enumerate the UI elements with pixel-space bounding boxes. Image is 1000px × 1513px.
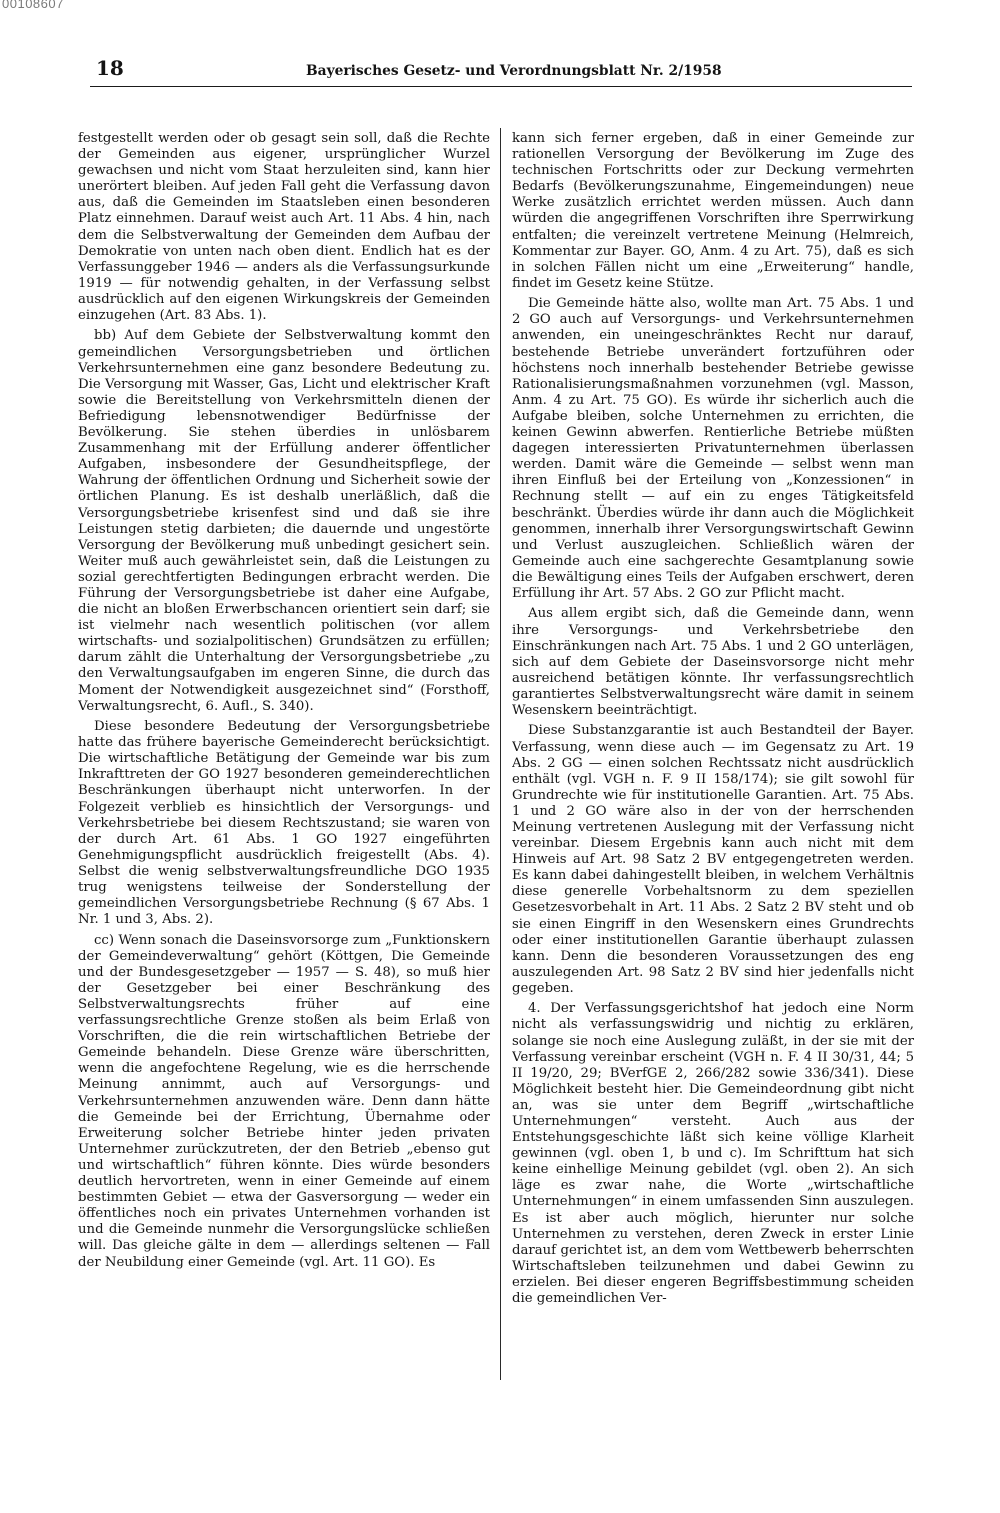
page-header (90, 58, 912, 87)
paragraph: cc) Wenn sonach die Daseinsvorsorge zum „Funktionskern der Gemeindeverwaltung“ gehört (Köttgen, Die Gemeinde und der Bundesgesetzgeber — 1957 — S. 48), so muß hier der Gesetzgeber bei einer Beschränkung des Selbstverwaltungsrechts früher auf eine verfassungsrechtliche Grenze stoßen als beim Erlaß von Vorschriften, die die rein wirtschaftlichen Betriebe der Gemeinde behandeln. Diese Grenze wäre überschritten, wenn die angefochtene Regelung, wie es die herrschende Meinung annimmt, auch auf Versorgungs- und Verkehrsunternehmen anzuwenden wäre. Denn dann hätte die Gemeinde bei der Errichtung, Übernahme oder Erweiterung solcher Betriebe hinter jeden privaten Unternehmer zurückzutreten, der den Betrieb „ebenso gut und wirtschaftlich“ führen könnte. Dies würde besonders deutlich hervortreten, wenn in einer Gemeinde auf einem bestimmten Gebiet — etwa der Gasversorgung — weder ein öffentliches noch ein privates Unternehmen vorhanden ist und die Gemeinde nunmehr die Versorgungslücke schließen will. Das gleiche gälte in dem — allerdings seltenen — Fall der Neubildung einer Gemeinde (vgl. Art. 11 GO). Es (78, 932, 490, 1270)
paragraph: Diese besondere Bedeutung der Versorgungsbetriebe hatte das frühere bayerische Gemeinderecht berücksichtigt. Die wirtschaftliche Betätigung der Gemeinde war bis zum Inkrafttreten der GO 1927 besonderen gemeinderechtlichen Beschränkungen überhaupt nicht unterworfen. In der Folgezeit verblieb es hinsichtlich der Versorgungs- und Verkehrsbetriebe bei diesem Rechtszustand; sie waren von der durch Art. 61 Abs. 1 GO 1927 eingeführten Genehmigungspflicht ausdrücklich freigestellt (Abs. 4). Selbst die wenig selbstverwaltungsfreundliche DGO 1935 trug wenigstens teilweise der Sonderstellung der gemeindlichen Versorgungsbetriebe Rechnung (§ 67 Abs. 1 Nr. 1 und 3, Abs. 2). (78, 719, 490, 928)
paragraph: 4. Der Verfassungsgerichtshof hat jedoch eine Norm nicht als verfassungswidrig und nichtig zu erklären, solange sie noch eine Auslegung zuläßt, in der sie mit der Verfassung vereinbar erscheint (VGH n. F. 4 II 30/31, 44; 5 II 19/20, 29; BVerfGE 2, 266/282 sowie 336/341). Diese Möglichkeit besteht hier. Die Gemeindeordnung gibt nicht an, was sie unter dem Begriff „wirtschaftliche Unternehmungen“ versteht. Auch aus der Entstehungsgeschichte läßt sich keine völlige Klarheit gewinnen (vgl. oben 1, b und c). Im Schrifttum hat sich keine einhellige Meinung gebildet (vgl. oben 2). An sich läge es zwar nahe, die Worte „wirtschaftliche Unternehmungen“ in einem umfassenden Sinn auszulegen. Es ist aber auch möglich, hierunter nur solche Unternehmen zu verstehen, deren Zweck in erster Linie darauf gerichtet ist, an dem vom Wettbewerb beherrschten Wirtschaftsleben teilzunehmen und dabei Gewinn zu erzielen. Bei dieser engeren Begriffsbestimmung scheiden die gemeindlichen Ver- (512, 1001, 914, 1307)
left-column (78, 131, 490, 1381)
paragraph: Aus allem ergibt sich, daß die Gemeinde dann, wenn ihre Versorgungs- und Verkehrsbetriebe den Einschränkungen nach Art. 75 Abs. 1 und 2 GO unterlägen, sich auf dem Gebiete der Daseinsvorsorge nicht mehr ausreichend betätigen könnte. Ihr verfassungsrechtlich garantiertes Selbstverwaltungsrecht wäre damit in seinem Wesenskern beeinträchtigt. (512, 606, 914, 718)
paragraph: Diese Substanzgarantie ist auch Bestandteil der Bayer. Verfassung, wenn diese auch — im Gegensatz zu Art. 19 Abs. 2 GG — einen solchen Rechtssatz nicht ausdrücklich enthält (vgl. VGH n. F. 9 II 158/174); sie gilt sowohl für Grundrechte wie für institutionelle Garantien. Art. 75 Abs. 1 und 2 GO wäre also in der von der herrschenden Meinung vertretenen Auslegung mit der Verfassung nicht vereinbar. Diesem Ergebnis kann auch nicht mit dem Hinweis auf Art. 98 Satz 2 BV entgegengetreten werden. Es kann dabei dahingestellt bleiben, in welchem Verhältnis diese generelle Vorbehaltsnorm zu dem speziellen Gesetzesvorbehalt in Art. 11 Abs. 2 Satz 2 BV steht und ob sie einen Eingriff in den Wesenskern eines Grundrechts oder einer institutionellen Garantie überhaupt zulassen kann. Denn die besonderen Voraussetzungen des eng auszulegenden Art. 98 Satz 2 BV sind hier jedenfalls nicht gegeben. (512, 723, 914, 996)
scan-id: 00108607 (2, 0, 64, 11)
paragraph: festgestellt werden oder ob gesagt sein soll, daß die Rechte der Gemeinden aus eigener, ursprünglicher Wurzel gewachsen und nicht vom Staat herzuleiten sind, kann hier unerörtert bleiben. Auf jeden Fall geht die Verfassung davon aus, daß die Gemeinden im Staatsleben einen besonderen Platz einnehmen. Darauf weist auch Art. 11 Abs. 4 hin, nach dem die Selbstverwaltung der Gemeinden dem Aufbau der Demokratie von unten nach oben dient. Endlich hat es der Verfassunggeber 1946 — anders als die Verfassungsurkunde 1919 — für notwendig gehalten, in der Verfassung selbst ausdrücklich auf den eigenen Wirkungskreis der Gemeinden einzugehen (Art. 83 Abs. 1). (78, 131, 490, 324)
paragraph: Die Gemeinde hätte also, wollte man Art. 75 Abs. 1 und 2 GO auch auf Versorgungs- und Verkehrsunternehmen anwenden, ein uneingeschränktes Recht nur darauf, bestehende Betriebe unverändert fortzuführen oder höchstens noch innerhalb bestehender Betriebe gewisse Rationalisierungsmaßnahmen vorzunehmen (vgl. Masson, Anm. 4 zu Art. 75 GO). Es würde ihr sicherlich auch die Aufgabe bleiben, solche Unternehmen zu errichten, die keinen Gewinn abwerfen. Rentierliche Betriebe müßten dagegen interessierten Privatunternehmen überlassen werden. Damit wäre die Gemeinde — selbst wenn man ihren Einfluß bei der Erteilung von „Konzessionen“ in Rechnung stellt — auf ein zu enges Tätigkeitsfeld beschränkt. Überdies würde ihr dann auch die Möglichkeit genommen, innerhalb ihrer Versorgungswirtschaft Gewinn und Verlust auszugleichen. Schließlich wären der Gemeinde auch eine sachgerechte Gesamtplanung sowie die Bewältigung eines Teils der Aufgaben erschwert, deren Erfüllung ihr Art. 57 Abs. 2 GO zur Pflicht macht. (512, 296, 914, 601)
paragraph: bb) Auf dem Gebiete der Selbstverwaltung kommt den gemeindlichen Versorgungsbetrieben und örtlichen Verkehrsunternehmen eine ganz besondere Bedeutung zu. Die Versorgung mit Wasser, Gas, Licht und elektrischer Kraft sowie die Bereitstellung von Verkehrsmitteln dienen der Befriedigung lebensnotwendiger Bedürfnisse der Bevölkerung. Sie stehen überdies in unlösbarem Zusammenhang mit der Erfüllung anderer öffentlicher Aufgaben, insbesondere der Gesundheitspflege, der Wahrung der öffentlichen Ordnung und Sicherheit sowie der örtlichen Planung. Es ist deshalb unerläßlich, daß die Versorgungsbetriebe krisenfest sind und daß sie ihre Leistungen stetig darbieten; die dauernde und ungestörte Versorgung der Bevölkerung muß unbedingt gesichert sein. Weiter muß auch gewährleistet sein, daß die Leistungen zu sozial gerechtfertigten Bedingungen erbracht werden. Die Führung der Versorgungsbetriebe ist daher eine Aufgabe, die nicht an bloßen Erwerbschancen orientiert sein darf; sie ist vielmehr nach wesentlich politischen (vor allem wirtschafts- und sozialpolitischen) Grundsätzen zu erfüllen; darum zählt die Unterhaltung der Versorgungsbetriebe „zu den Verwaltungsaufgaben im engeren Sinne, die durch das Moment der Notwendigkeit ausgezeichnet sind“ (Forsthoff, Verwaltungsrecht, 6. Aufl., S. 340). (78, 328, 490, 714)
page-number: 18 (96, 56, 124, 80)
column-divider (500, 128, 501, 1380)
paragraph: kann sich ferner ergeben, daß in einer Gemeinde zur rationellen Versorgung der Bevölkerung im Zuge des technischen Fortschritts oder zur Deckung vermehrten Bedarfs (Bevölkerungszunahme, Eingemeindungen) neue Werke zusätzlich errichtet werden müssen. Auch dann würden die angegriffenen Vorschriften ihre Sperrwirkung entfalten; die vereinzelt vertretene Meinung (Helmreich, Kommentar zur Bayer. GO, Anm. 4 zu Art. 75), daß es sich in solchen Fällen nicht um eine „Erweiterung“ handle, findet im Gesetz keine Stütze. (512, 131, 914, 291)
running-head: Bayerisches Gesetz- und Verordnungsblatt Nr. 2/1958 (306, 63, 722, 79)
right-column (512, 131, 914, 1381)
